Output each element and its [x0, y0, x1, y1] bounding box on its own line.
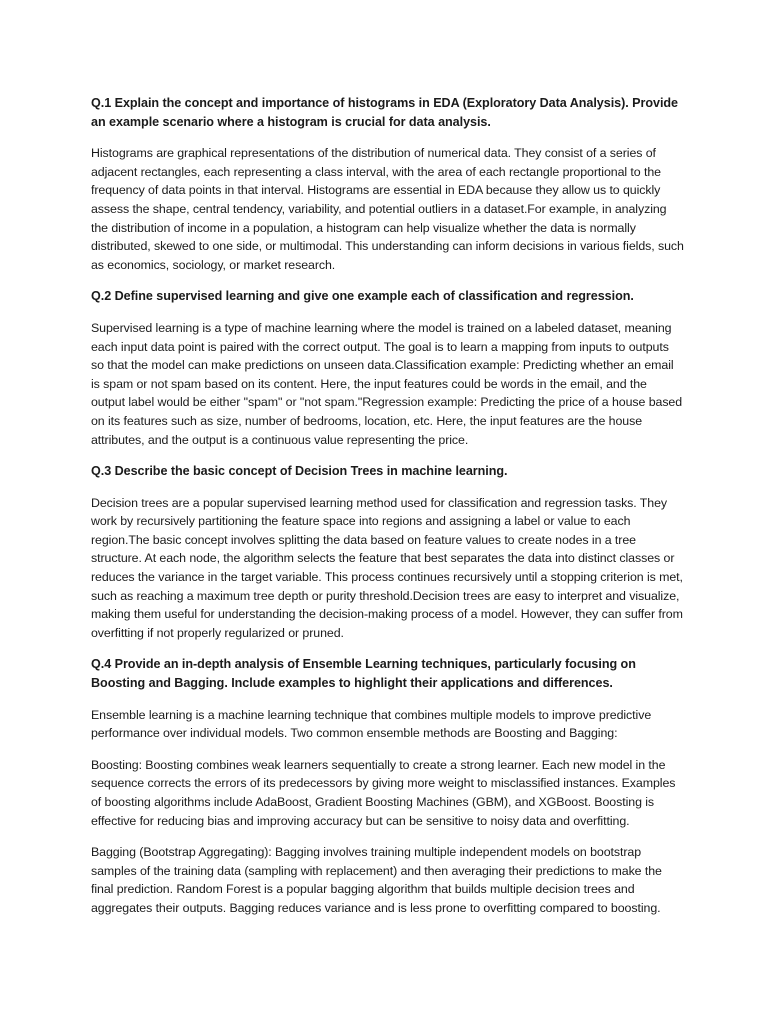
question-2-heading: Q.2 Define supervised learning and give one example each of classification and regression. [91, 289, 634, 304]
question-3-heading: Q.3 Describe the basic concept of Decision Trees in machine learning. [91, 464, 508, 479]
answer-2-paragraph: Supervised learning is a type of machine learning where the model is trained on a labeled dataset, meaning each input data point is paired with the correct output. The goal is to learn a mapping from inputs to outputs so that the model can make predictions on unseen data.Classification example: Predicting whether an email is spam or not spam based on its content. Here, the input features could be words in the email, and the output label would be either "spam" or "not spam."Regression example: Predicting the price of a house based on its features such as size, number of bedrooms, location, etc. Here, the input features are the house attributes, and the output is a continuous value representing the price. [91, 320, 683, 447]
question-3-section [91, 462, 684, 642]
question-1-heading: Q.1 Explain the concept and importance of histograms in EDA (Exploratory Data Analysis). Provide an example scenario where a histogram is crucial for data analysis. [91, 96, 679, 129]
answer-4-intro-paragraph: Ensemble learning is a machine learning technique that combines multiple models to improve predictive performance over individual models. Two common ensemble methods are Boosting and Bagging: [91, 707, 652, 741]
answer-4-bagging-paragraph: Bagging (Bootstrap Aggregating): Bagging involves training multiple independent models on bootstrap samples of the training data (sampling with replacement) and then averaging their predictions to make the final prediction. Random Forest is a popular bagging algorithm that builds multiple decision trees and aggregates their outputs. Bagging reduces variance and is less prone to overfitting compared to boosting. [91, 845, 662, 915]
answer-4-boosting-paragraph: Boosting: Boosting combines weak learners sequentially to create a strong learner. Each new model in the sequence corrects the errors of its predecessors by giving more weight to misclassified instances. Examples of boosting algorithms include AdaBoost, Gradient Boosting Machines (GBM), and XGBoost. Boosting is effective for reducing bias and improving accuracy but can be sensitive to noisy data and overfitting. [91, 757, 676, 828]
question-2-section [91, 287, 684, 449]
answer-1-paragraph: Histograms are graphical representations of the distribution of numerical data. They consist of a series of adjacent rectangles, each representing a class interval, with the area of each rectangle proportional to the frequency of data points in that interval. Histograms are essential in EDA because they allow us to quickly assess the shape, central tendency, variability, and potential outliers in a dataset.For example, in analyzing the distribution of income in a population, a histogram can help visualize whether the data is normally distributed, skewed to one side, or multimodal. This understanding can inform decisions in various fields, such as economics, sociology, or market research. [91, 146, 684, 272]
answer-3-paragraph: Decision trees are a popular supervised learning method used for classification and regression tasks. They work by recursively partitioning the feature space into regions and assigning a label or value to each region.The basic concept involves splitting the data based on feature values to create nodes in a tree structure. At each node, the algorithm selects the feature that best separates the data into distinct classes or reduces the variance in the target variable. This process continues recursively until a stopping criterion is met, such as reaching a maximum tree depth or purity threshold.Decision trees are easy to interpret and visualize, making them useful for understanding the decision-making process of a model. However, they can suffer from overfitting if not properly regularized or pruned. [91, 495, 683, 640]
question-4-heading: Q.4 Provide an in-depth analysis of Ensemble Learning techniques, particularly focusing on Boosting and Bagging. Include examples to highlight their applications and differences. [91, 657, 636, 691]
question-1-section [91, 94, 684, 274]
question-4-section [91, 655, 684, 917]
